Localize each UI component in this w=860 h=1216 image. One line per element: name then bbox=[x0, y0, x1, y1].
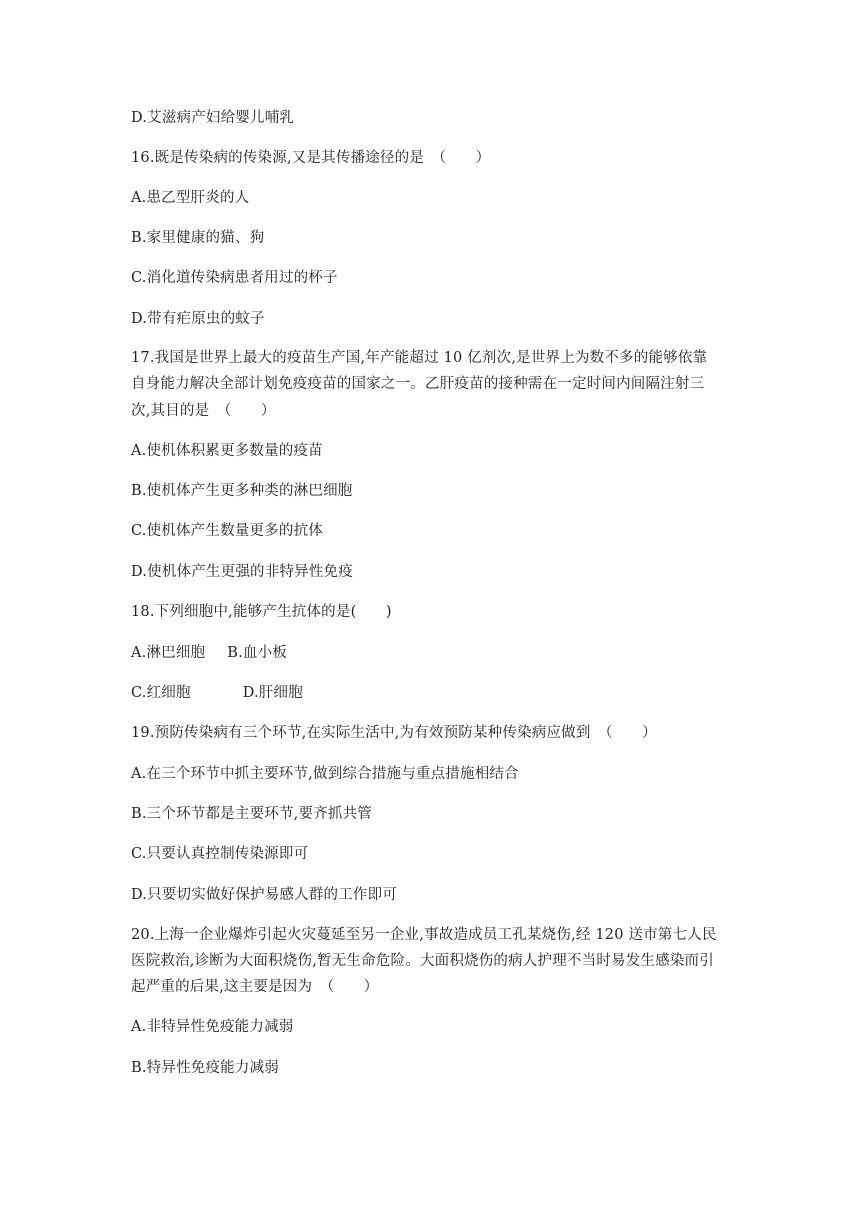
q18-option-d: D.肝细胞 bbox=[242, 685, 303, 701]
q19-option-d: D.只要切实做好保护易感人群的工作即可 bbox=[131, 887, 398, 903]
q18-option-b: B.血小板 bbox=[227, 645, 288, 661]
q17-option-d: D.使机体产生更强的非特异性免疫 bbox=[131, 564, 353, 580]
q18-options-row-2 bbox=[131, 683, 303, 703]
q17-option-a: A.使机体积累更多数量的疫苗 bbox=[131, 443, 323, 459]
q18-option-c: C.红细胞 bbox=[131, 685, 191, 701]
q20-stem-line-3: 起严重的后果,这主要是因为 （ ） bbox=[131, 979, 379, 995]
q20-option-a: A.非特异性免疫能力减弱 bbox=[131, 1019, 294, 1035]
q16-option-d: D.带有疟原虫的蚊子 bbox=[131, 311, 265, 327]
q18-stem: 18.下列细胞中,能够产生抗体的是( ) bbox=[131, 604, 392, 620]
q15-option-d: D.艾滋病产妇给婴儿哺乳 bbox=[131, 110, 295, 126]
q17-stem-line-3: 次,其目的是 （ ） bbox=[131, 403, 276, 419]
q16-option-c: C.消化道传染病患者用过的杯子 bbox=[131, 270, 338, 286]
q19-option-b: B.三个环节都是主要环节,要齐抓共管 bbox=[131, 806, 372, 822]
q20-stem-line-1: 20.上海一企业爆炸引起火灾蔓延至另一企业,事故造成员工孔某烧伤,经 120 送市第七人民 bbox=[131, 927, 717, 943]
q18-options-row-1 bbox=[131, 643, 287, 663]
q17-stem-line-2: 自身能力解决全部计划免疫疫苗的国家之一。乙肝疫苗的接种需在一定时间内间隔注射三 bbox=[131, 376, 705, 392]
q19-stem: 19.预防传染病有三个环节,在实际生活中,为有效预防某种传染病应做到 （ ） bbox=[131, 725, 657, 741]
q18-option-a: A.淋巴细胞 bbox=[131, 645, 206, 661]
q16-option-b: B.家里健康的猫、狗 bbox=[131, 230, 265, 246]
q20-stem-line-2: 医院救治,诊断为大面积烧伤,暂无生命危险。大面积烧伤的病人护理不当时易发生感染而引 bbox=[131, 953, 714, 969]
q17-stem-line-1: 17.我国是世界上最大的疫苗生产国,年产能超过 10 亿剂次,是世界上为数不多的能够依靠 bbox=[131, 350, 708, 366]
q19-option-a: A.在三个环节中抓主要环节,做到综合措施与重点措施相结合 bbox=[131, 766, 519, 782]
q19-option-c: C.只要认真控制传染源即可 bbox=[131, 846, 309, 862]
q16-option-a: A.患乙型肝炎的人 bbox=[131, 190, 250, 206]
q17-option-c: C.使机体产生数量更多的抗体 bbox=[131, 523, 323, 539]
q16-stem: 16.既是传染病的传染源,又是其传播途径的是 （ ） bbox=[131, 150, 491, 166]
q17-option-b: B.使机体产生更多种类的淋巴细胞 bbox=[131, 483, 353, 499]
q20-option-b: B.特异性免疫能力减弱 bbox=[131, 1060, 279, 1076]
